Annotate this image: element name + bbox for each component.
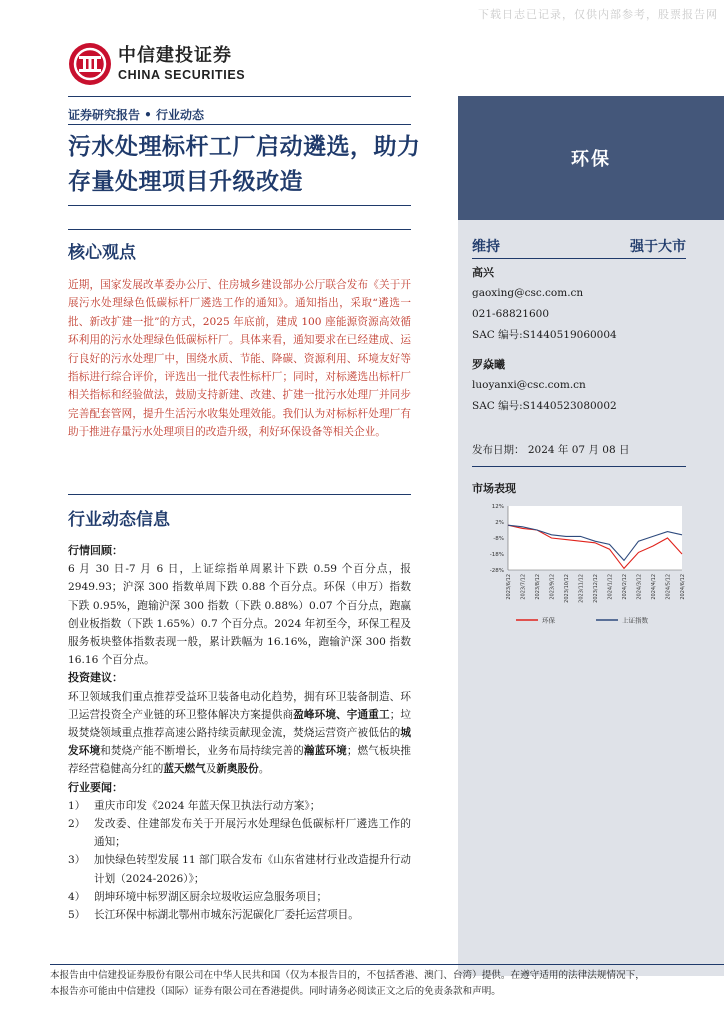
x-tick-label: 2023/8/12	[535, 574, 541, 600]
list-item	[68, 906, 411, 924]
x-tick-label: 2024/2/12	[622, 574, 628, 600]
advice-part: ；垃圾焚烧领域重点推荐高速公路持续贡献现金流，焚烧运营资产被低估的	[68, 708, 412, 740]
x-tick-label: 2023/6/12	[506, 574, 512, 600]
disclaimer	[50, 968, 724, 1000]
list-item	[68, 888, 411, 906]
advice-part: 及	[205, 763, 217, 776]
x-tick-label: 2023/10/12	[564, 574, 570, 603]
x-tick-label: 2024/5/12	[665, 574, 672, 600]
watermark: 下载日志已记录，仅供内部参考，股票报告网	[478, 8, 718, 21]
market-review-text: 6 月 30 日-7 月 6 日，上证综指单周累计下跌 0.59 个百分点，报 2949.93；沪深 300 指数单周下跌 0.88 个百分点。环保（申万）指数下跌 0.95%，跑输沪深 300 指数（下跌 0.88%）0.07 个百分点，跑赢创业板指数（下跌 1.65%）0.7 个百分点。2024 年初至今，环保工程及服务板块整体指数表现一般，累计跌幅为 16.16%，跑输沪深 300 指数 16.16 个百分点。	[68, 563, 411, 667]
y-tick-label: 12%	[491, 504, 504, 510]
market-performance-title: 市场表现	[472, 482, 516, 495]
core-text: 近期，国家发展改革委办公厅、住房城乡建设部办公厅联合发布《关于开展污水处理绿色低碳标杆厂遴选工作的通知》。通知指出，采取“遴选一批、新改扩建一批”的方式，2025 年底前，建成 100 座能源资源高效循环利用的污水处理绿色低碳标杆厂。具体来看，通知要求在已经建成、运行良好的污水处理厂中，围绕水质、节能、降碳、资源利用、环境友好等指标进行综合评价，评选出一批代表性标杆厂；同时，对标遴选出标杆厂相关指标和经验做法，鼓励支持新建、改建、扩建一批污水处理厂并同步完善配套管网，提升生活污水收集处理效能。我们认为对标标杆处理厂有助于推进存量污水处理项目的改造升级，利好环保设备等相关企业。	[68, 279, 411, 439]
divider	[68, 229, 411, 230]
advice-part: ；燃气板块推荐经营稳健高分红的	[68, 745, 412, 776]
x-tick-label: 2024/6/12	[680, 574, 686, 600]
advice-heading: 投资建议：	[68, 671, 123, 685]
top-rule	[68, 96, 411, 97]
list-item	[68, 797, 411, 815]
x-tick-label: 2023/12/12	[593, 574, 599, 603]
list-item	[68, 815, 411, 851]
advice-part: 。	[258, 763, 270, 776]
legend-label: 上证指数	[622, 616, 648, 625]
dynamic-heading: 行业动态信息	[68, 510, 170, 530]
divider	[68, 494, 411, 495]
logo-name-en: CHINA SECURITIES	[118, 68, 246, 82]
news-text: 加快绿色转型发展 11 部门联合发布《山东省建材行业改造提升行动计划（2024-2026）》；	[94, 854, 411, 885]
list-item	[68, 851, 411, 887]
plot-area	[508, 506, 682, 570]
dynamic-body	[68, 542, 411, 924]
analyst-card	[472, 354, 686, 417]
y-tick-label: -28%	[489, 568, 504, 574]
publish-date: 发布日期： 2024 年 07 月 08 日	[472, 444, 630, 456]
news-text: 朗坤环境中标罗湖区厨余垃圾收运应急服务项目；	[94, 890, 328, 903]
industry-box	[458, 96, 724, 220]
analyst-phone: 021-68821600	[472, 308, 550, 320]
news-number: 4）	[68, 890, 86, 903]
x-tick-label: 2024/1/12	[607, 574, 614, 600]
news-list	[68, 797, 411, 924]
advice-stock: 瀚蓝环境	[303, 745, 347, 758]
footer-rule	[50, 964, 724, 965]
x-tick-label: 2023/7/12	[520, 574, 527, 600]
x-tick-label: 2024/4/12	[651, 574, 657, 600]
report-type: 证券研究报告 • 行业动态	[68, 108, 205, 122]
analyst-card	[472, 262, 686, 346]
csc-logo-icon	[68, 42, 112, 86]
x-tick-label: 2023/9/12	[549, 574, 556, 600]
divider	[472, 258, 686, 259]
report-title: 污水处理标杆工厂启动遴选，助力存量处理项目升级改造	[68, 134, 421, 195]
rating-label: 维持	[472, 239, 500, 255]
news-number: 5）	[68, 909, 86, 922]
disclaimer-line: 本报告由中信建投证券股份有限公司在中华人民共和国（仅为本报告目的，不包括香港、澳门、台湾）提供。在遵守适用的法律法规情况下，	[50, 970, 645, 981]
divider	[68, 124, 411, 125]
advice-part: 环卫领域我们重点推荐受益环卫装备电动化趋势，拥有环卫装备制造、环卫运营投资全产业链的环卫整体解决方案提供商	[68, 690, 411, 721]
disclaimer-line: 本报告亦可能由中信建投（国际）证券有限公司在香港提供。同时请务必阅读正文之后的免责条款和声明。	[50, 986, 501, 997]
logo-name-cn: 中信建投证券	[118, 45, 232, 66]
divider	[472, 466, 686, 467]
news-number: 1）	[68, 799, 86, 812]
news-text: 发改委、住建部发布关于开展污水处理绿色低碳标杆厂遴选工作的通知；	[94, 818, 411, 849]
news-text: 长江环保中标湖北鄂州市城东污泥碳化厂委托运营项目。	[94, 909, 359, 922]
advice-part: 和焚烧产能不断增长，业务布局持续完善的	[100, 745, 304, 758]
core-heading: 核心观点	[68, 243, 136, 263]
analyst-sac: SAC 编号:S1440523080002	[472, 400, 617, 412]
y-tick-label: -8%	[493, 536, 504, 542]
analyst-name: 罗焱曦	[472, 358, 505, 371]
news-text: 重庆市印发《2024 年蓝天保卫执法行动方案》；	[94, 799, 321, 812]
analyst-name: 高兴	[472, 266, 494, 279]
analyst-sac: SAC 编号:S1440519060004	[472, 329, 617, 341]
advice-stock: 新奥股份	[216, 763, 259, 776]
y-tick-label: -18%	[489, 552, 504, 558]
company-logo	[68, 42, 245, 86]
advice-text	[68, 688, 411, 779]
news-number: 3）	[68, 854, 86, 867]
market-review-heading: 行情回顾：	[68, 544, 123, 557]
news-heading: 行业要闻：	[68, 780, 123, 794]
market-performance-chart	[472, 498, 686, 638]
industry-name: 环保	[571, 149, 611, 170]
news-number: 2）	[68, 818, 86, 831]
advice-stock: 盈峰环境、宇通重工	[293, 708, 390, 721]
rating-row	[472, 236, 686, 256]
analyst-email: luoyanxi@csc.com.cn	[472, 379, 586, 391]
rating-value: 强于大市	[630, 239, 686, 255]
advice-stock: 城发环境	[68, 727, 411, 758]
analyst-email: gaoxing@csc.com.cn	[472, 287, 584, 299]
divider	[68, 205, 411, 206]
x-tick-label: 2024/3/12	[636, 574, 643, 600]
advice-stock: 蓝天燃气	[163, 763, 206, 776]
x-tick-label: 2023/11/12	[578, 574, 585, 603]
legend-label: 环保	[542, 616, 555, 625]
y-tick-label: 2%	[495, 520, 504, 526]
